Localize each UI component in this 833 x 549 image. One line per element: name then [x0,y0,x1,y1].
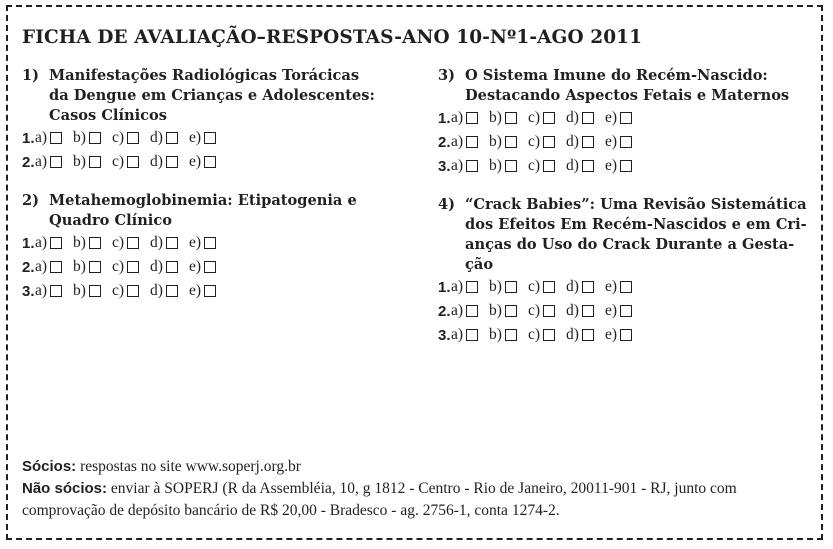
answer-option [73,258,101,276]
answer-checkbox[interactable] [466,112,478,124]
answer-option [605,133,632,151]
answer-checkbox[interactable] [89,156,101,168]
question-title-line: Metahemoglobinemia: Etipatogenia e [49,192,357,209]
option-letter: c) [527,157,541,174]
answer-checkbox[interactable] [89,285,101,297]
question-number: 3) [438,67,456,84]
answer-option [35,129,62,147]
answer-checkbox[interactable] [582,281,594,293]
answer-option [73,234,101,252]
answer-checkbox[interactable] [50,285,62,297]
answer-option [489,109,517,127]
answer-option [528,278,555,296]
option-letter: b) [73,234,86,251]
answer-checkbox[interactable] [166,132,178,144]
answer-checkbox[interactable] [204,156,216,168]
option-letter: a) [35,129,48,146]
answer-checkbox[interactable] [505,329,517,341]
option-letter: c) [527,278,541,295]
answer-option [566,157,594,175]
answer-checkbox[interactable] [543,160,555,172]
answer-option [150,282,178,300]
option-letter: a) [35,153,48,170]
option-letter: e) [604,157,617,174]
question-2 [22,191,382,303]
question-number: 2) [22,192,40,209]
answer-checkbox[interactable] [204,132,216,144]
answer-checkbox[interactable] [127,285,139,297]
option-letter: c) [111,282,125,299]
nao-socios-text-line1: enviar à SOPERJ (R da Assembléia, 10, g 1812 - Centro - Rio de Janeiro, 20011-901 - RJ, junto com [107,480,737,497]
option-letter: c) [111,258,125,275]
option-letter: b) [489,133,502,150]
option-letter: a) [35,258,48,275]
answer-checkbox[interactable] [505,112,517,124]
option-letter: e) [188,282,201,299]
answer-checkbox[interactable] [466,305,478,317]
answer-option [566,133,594,151]
question-title-line: Manifestações Radiológicas Torácicas [49,67,360,84]
answer-checkbox[interactable] [582,112,594,124]
option-letter: c) [111,153,125,170]
question-title-line: anças do Uso do Crack Durante a Gesta- [465,236,795,253]
option-letter: d) [566,109,579,126]
option-letter: b) [73,153,86,170]
answer-row [22,255,382,279]
question-1 [22,66,382,174]
answer-row-number: 3. [438,326,451,344]
answer-checkbox[interactable] [543,305,555,317]
answer-option [112,282,139,300]
option-letter: b) [489,157,502,174]
answer-checkbox[interactable] [127,261,139,273]
answer-checkbox[interactable] [543,136,555,148]
option-letter: b) [489,278,502,295]
answer-checkbox[interactable] [582,136,594,148]
option-letter: b) [73,129,86,146]
answer-option [566,326,594,344]
answer-row-number: 1. [438,109,451,127]
socios-line [22,456,822,478]
question-title [465,66,813,106]
answer-row [438,275,813,299]
answer-option [528,302,555,320]
form-title: FICHA DE AVALIAÇÃO–RESPOSTAS-ANO 10-Nº1-AGO 2011 [22,27,643,48]
option-letter: e) [604,326,617,343]
answer-option [489,133,517,151]
option-letter: a) [451,302,464,319]
option-letter: e) [604,109,617,126]
answer-row [438,323,813,347]
option-letter: d) [566,157,579,174]
option-letter: a) [451,157,464,174]
option-letter: e) [188,258,201,275]
option-letter: c) [527,326,541,343]
answer-checkbox[interactable] [543,329,555,341]
answer-option [489,326,517,344]
option-letter: d) [566,326,579,343]
answer-checkbox[interactable] [505,305,517,317]
answer-option [451,302,478,320]
option-letter: a) [35,234,48,251]
answer-checkbox[interactable] [582,160,594,172]
answer-checkbox[interactable] [620,305,632,317]
answer-option [451,326,478,344]
right-column [438,66,813,364]
answer-checkbox[interactable] [166,261,178,273]
answer-option [112,129,139,147]
answer-option [112,153,139,171]
answer-option [35,153,62,171]
question-title [49,66,382,126]
option-letter: c) [527,302,541,319]
answer-option [528,133,555,151]
answer-checkbox[interactable] [166,237,178,249]
answer-option [73,282,101,300]
answer-row-number: 2. [22,258,35,276]
answer-row [438,299,813,323]
question-header [22,66,382,126]
answer-checkbox[interactable] [204,261,216,273]
answer-row [438,154,813,178]
answer-row-number: 1. [22,234,35,252]
answer-option [189,258,216,276]
answer-checkbox[interactable] [620,136,632,148]
answer-checkbox[interactable] [466,136,478,148]
question-number: 4) [438,196,456,213]
answer-checkbox[interactable] [204,237,216,249]
option-letter: d) [566,302,579,319]
answer-checkbox[interactable] [166,156,178,168]
answer-checkbox[interactable] [582,329,594,341]
option-letter: e) [604,133,617,150]
answer-option [35,258,62,276]
question-title-line: dos Efeitos Em Recém-Nascidos e em Cri- [465,216,807,233]
option-letter: d) [150,282,163,299]
question-header [438,66,813,106]
answer-option [605,109,632,127]
answer-checkbox[interactable] [505,136,517,148]
option-letter: e) [188,129,201,146]
option-letter: d) [566,278,579,295]
answer-option [451,109,478,127]
answer-checkbox[interactable] [89,261,101,273]
option-letter: e) [604,302,617,319]
answer-row [22,279,382,303]
option-letter: b) [489,109,502,126]
answer-option [150,258,178,276]
option-letter: c) [527,133,541,150]
answer-checkbox[interactable] [50,237,62,249]
answer-checkbox[interactable] [89,237,101,249]
answer-row [22,126,382,150]
answer-option [528,109,555,127]
question-header [438,195,813,275]
answer-option [189,129,216,147]
question-title-line: da Dengue em Crianças e Adolescentes: [49,87,375,104]
answer-row-number: 3. [438,157,451,175]
option-letter: c) [111,234,125,251]
answer-option [528,326,555,344]
option-letter: d) [566,133,579,150]
socios-text: respostas no site www.soperj.org.br [76,458,301,475]
option-letter: d) [150,234,163,251]
answer-option [150,234,178,252]
answer-option [489,302,517,320]
answer-row-number: 3. [22,282,35,300]
answer-checkbox[interactable] [466,281,478,293]
answer-option [73,129,101,147]
answer-checkbox[interactable] [204,285,216,297]
answer-option [112,258,139,276]
answer-option [73,153,101,171]
option-letter: a) [35,282,48,299]
left-column [22,66,382,320]
answer-option [605,278,632,296]
answer-option [112,234,139,252]
option-letter: b) [73,282,86,299]
answer-option [566,278,594,296]
answer-checkbox[interactable] [127,132,139,144]
answer-option [605,157,632,175]
question-3 [438,66,813,178]
answer-checkbox[interactable] [466,160,478,172]
question-title-line: Casos Clínicos [49,107,168,124]
question-title-line: “Crack Babies”: Uma Revisão Sistemática [465,196,807,213]
answer-checkbox[interactable] [50,156,62,168]
answer-row-number: 2. [438,302,451,320]
answer-checkbox[interactable] [620,281,632,293]
option-letter: d) [150,258,163,275]
answer-option [566,302,594,320]
footer-instructions [22,456,822,522]
answer-option [489,278,517,296]
option-letter: a) [451,133,464,150]
option-letter: b) [489,302,502,319]
answer-row [438,106,813,130]
answer-option [189,153,216,171]
answer-checkbox[interactable] [50,132,62,144]
option-letter: e) [604,278,617,295]
question-title [465,195,813,275]
option-letter: a) [451,109,464,126]
option-letter: b) [489,326,502,343]
answer-option [150,129,178,147]
option-letter: c) [111,129,125,146]
answer-row [22,150,382,174]
nao-socios-line [22,478,822,500]
answer-option [35,282,62,300]
answer-option [605,326,632,344]
answer-option [605,302,632,320]
question-title-line: Quadro Clínico [49,212,172,229]
answer-checkbox[interactable] [166,285,178,297]
answer-checkbox[interactable] [89,132,101,144]
answer-checkbox[interactable] [50,261,62,273]
answer-row [22,231,382,255]
question-header [22,191,382,231]
answer-checkbox[interactable] [127,237,139,249]
option-letter: d) [150,129,163,146]
answer-checkbox[interactable] [620,160,632,172]
answer-checkbox[interactable] [127,156,139,168]
answer-checkbox[interactable] [543,112,555,124]
question-title [49,191,382,231]
nao-socios-label: Não sócios: [22,480,108,497]
answer-row-number: 2. [438,133,451,151]
question-title-line: ção [465,256,494,273]
answer-option [451,157,478,175]
answer-row-number: 1. [22,129,35,147]
answer-option [489,157,517,175]
answer-checkbox[interactable] [620,112,632,124]
answer-row [438,130,813,154]
answer-checkbox[interactable] [505,160,517,172]
answer-option [451,278,478,296]
answer-option [189,234,216,252]
question-title-line: Destacando Aspectos Fetais e Maternos [465,87,790,104]
option-letter: a) [451,326,464,343]
answer-checkbox[interactable] [582,305,594,317]
option-letter: d) [150,153,163,170]
answer-checkbox[interactable] [466,329,478,341]
nao-socios-text-line2: comprovação de depósito bancário de R$ 20,00 - Bradesco - ag. 2756-1, conta 1274-2. [22,502,560,519]
option-letter: b) [73,258,86,275]
answer-checkbox[interactable] [505,281,517,293]
question-title-line: O Sistema Imune do Recém-Nascido: [465,67,768,84]
answer-row-number: 2. [22,153,35,171]
question-number: 1) [22,67,40,84]
answer-option [189,282,216,300]
answer-option [528,157,555,175]
socios-label: Sócios: [22,458,77,475]
option-letter: e) [188,153,201,170]
answer-checkbox[interactable] [620,329,632,341]
option-letter: c) [527,109,541,126]
answer-option [566,109,594,127]
answer-option [150,153,178,171]
answer-option [451,133,478,151]
answer-option [35,234,62,252]
question-4 [438,195,813,347]
answer-checkbox[interactable] [543,281,555,293]
option-letter: e) [188,234,201,251]
answer-row-number: 1. [438,278,451,296]
option-letter: a) [451,278,464,295]
